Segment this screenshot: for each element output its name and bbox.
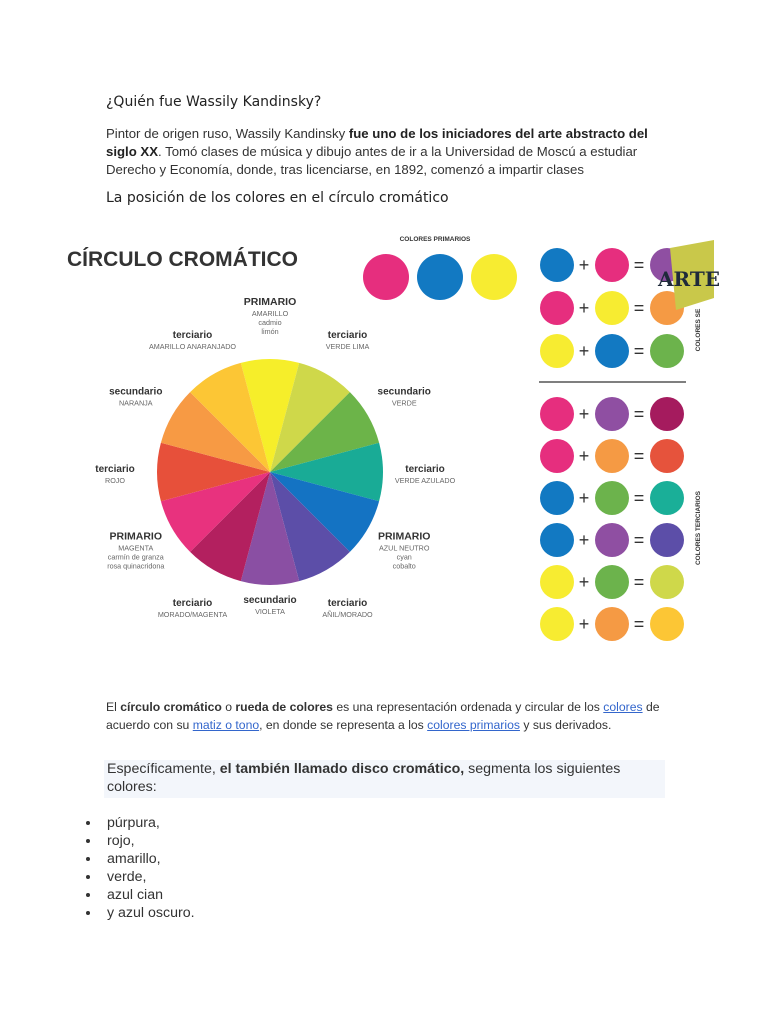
tertiary-mix-dot-a (540, 397, 574, 431)
wheel-label-detail: cobalto (392, 561, 416, 571)
wheel-label-title: PRIMARIO (109, 530, 163, 543)
list-item: rojo, (80, 832, 195, 850)
wheel-label-title: terciario (172, 598, 213, 610)
list-item: púrpura, (80, 814, 195, 832)
list-item: y azul oscuro. (80, 904, 195, 922)
para-text: es una representación ordenada y circular de los (332, 700, 604, 714)
tertiary-mix-dot-a (540, 523, 574, 557)
wheel-label-detail: VERDE (391, 398, 417, 408)
intro-bold-text: fue uno de los iniciadores del arte abstracto del siglo XX (106, 126, 648, 159)
tertiary-mix-dot-a (540, 565, 574, 599)
intro-paragraph (106, 125, 666, 179)
wheel-label-detail: ROJO (105, 476, 125, 485)
tertiary-mix-dot-result (650, 565, 684, 599)
link-colores-primarios[interactable]: colores primarios (427, 718, 520, 732)
equals-sign: = (633, 614, 645, 634)
wheel-label-detail: cadmio (258, 318, 282, 327)
wheel-label-title: secundario (109, 386, 163, 398)
para-text: de acuerdo con su (106, 700, 660, 732)
equals-sign: = (633, 404, 645, 424)
box-text: Específicamente, (107, 761, 220, 777)
definition-paragraph (106, 698, 666, 734)
tertiary-mix-dot-b (595, 397, 629, 431)
secondary-mix-dot-b (595, 291, 629, 325)
plus-sign: + (578, 255, 590, 275)
para-text: , en donde se representa a los (259, 718, 428, 732)
primary-color-dot (363, 254, 409, 300)
tertiary-mix-dot-result (650, 439, 684, 473)
tertiary-mix-dot-b (595, 607, 629, 641)
secondary-mix-dot-a (540, 248, 574, 282)
wheel-label-detail: AMARILLO ANARANJADO (148, 341, 237, 351)
para-bold-term: rueda de colores (235, 700, 333, 714)
primary-color-dot (417, 254, 463, 300)
wheel-label-detail: AÑIL/MORADO (322, 610, 373, 620)
wheel-label-detail: cyan (396, 552, 412, 562)
primary-color-dot (471, 254, 517, 300)
wheel-label-title: terciario (327, 329, 368, 341)
color-wheel-svg (48, 220, 728, 650)
wheel-label-detail: NARANJA (118, 398, 153, 408)
tertiary-mix-dot-result (650, 607, 684, 641)
tertiary-mix-dot-b (595, 565, 629, 599)
plus-sign: + (578, 341, 590, 361)
plus-sign: + (578, 298, 590, 318)
para-text: o (221, 700, 236, 714)
plus-sign: + (578, 446, 590, 466)
wheel-label-detail: AMARILLO (251, 309, 289, 318)
wheel-label-detail: MORADO/MAGENTA (157, 610, 228, 620)
intro-text-2: . Tomó clases de música y dibujo antes de ir a la Universidad de Moscú a estudiar Derecho y Economía, donde, tras licenciarse, en 1892, comenzó a impartir clases (106, 144, 638, 177)
wheel-label-detail: VERDE LIMA (325, 341, 370, 351)
para-text: y sus derivados. (519, 718, 612, 732)
colors-list (80, 814, 195, 922)
wheel-label-detail: VERDE AZULADO (394, 476, 456, 485)
tertiary-mix-dot-b (595, 523, 629, 557)
wheel-label-title: terciario (327, 598, 368, 610)
plus-sign: + (578, 572, 590, 592)
tertiary-mix-dot-a (540, 607, 574, 641)
wheel-label-title: secundario (377, 386, 431, 398)
tertiary-mix-dot-result (650, 523, 684, 557)
equals-sign: = (633, 488, 645, 508)
secondary-mix-dot-a (540, 291, 574, 325)
color-wheel-figure (48, 220, 728, 650)
tertiary-mix-dot-b (595, 481, 629, 515)
equals-sign: = (633, 446, 645, 466)
arte-logo-text: ARTE (658, 267, 720, 291)
wheel-label-detail: AZUL NEUTRO (379, 543, 430, 553)
wheel-label-title: PRIMARIO (377, 530, 431, 543)
secondary-mix-dot-a (540, 334, 574, 368)
para-bold-term: círculo cromático (120, 700, 222, 714)
tertiary-mix-dot-a (540, 439, 574, 473)
wheel-label-detail: MAGENTA (118, 543, 154, 553)
para-text: El (106, 700, 121, 714)
wheel-label-title: terciario (95, 464, 135, 475)
equals-sign: = (633, 530, 645, 550)
plus-sign: + (578, 488, 590, 508)
box-bold-text: el también llamado disco cromático, (219, 761, 465, 777)
link-matiz-o-tono[interactable]: matiz o tono (192, 718, 260, 732)
wheel-label-detail: carmín de granza (107, 552, 164, 562)
tertiary-mix-dot-a (540, 481, 574, 515)
list-item: azul cian (80, 886, 195, 904)
page-heading: ¿Quién fue Wassily Kandinsky? (106, 94, 322, 110)
equals-sign: = (633, 298, 645, 318)
tertiary-mix-dot-result (650, 397, 684, 431)
secondary-colors-label: COLORES SE (695, 308, 702, 352)
highlight-box (104, 760, 665, 798)
equals-sign: = (633, 572, 645, 592)
secondary-mix-dot-b (595, 334, 629, 368)
figure-title: CÍRCULO CROMÁTICO (67, 248, 298, 271)
plus-sign: + (578, 530, 590, 550)
secondary-mix-dot-result (650, 334, 684, 368)
tertiary-mix-dot-result (650, 481, 684, 515)
wheel-label-title: terciario (405, 464, 445, 475)
wheel-label-detail: rosa quinacridona (107, 561, 165, 571)
wheel-label-detail: limón (261, 327, 279, 336)
plus-sign: + (578, 404, 590, 424)
wheel-label-detail: VIOLETA (255, 607, 285, 616)
list-item: amarillo, (80, 850, 195, 868)
plus-sign: + (578, 614, 590, 634)
wheel-label-title: PRIMARIO (243, 296, 297, 308)
intro-text-1: Pintor de origen ruso, Wassily Kandinsky (106, 126, 349, 141)
section-subheading: La posición de los colores en el círculo cromático (106, 190, 449, 206)
link-colores[interactable]: colores (603, 700, 643, 714)
box-text: segmenta los siguientes colores: (107, 761, 621, 795)
equals-sign: = (633, 255, 645, 275)
tertiary-mix-dot-b (595, 439, 629, 473)
primaries-label: COLORES PRIMARIOS (399, 236, 471, 243)
list-item: verde, (80, 868, 195, 886)
tertiary-colors-label: COLORES TERCIARIOS (695, 490, 702, 566)
wheel-label-title: secundario (243, 595, 297, 606)
wheel-label-title: terciario (172, 329, 213, 341)
equals-sign: = (633, 341, 645, 361)
secondary-mix-dot-b (595, 248, 629, 282)
